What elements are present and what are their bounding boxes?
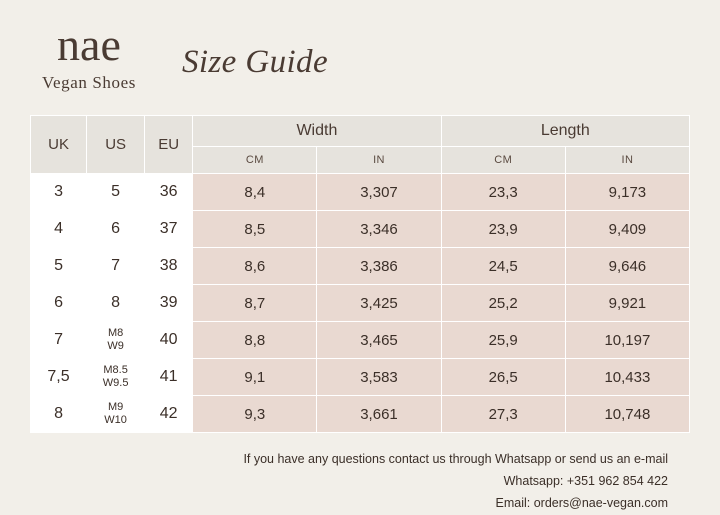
cell-eu: 42 [145, 396, 193, 433]
cell-uk: 5 [31, 248, 87, 285]
cell-uk: 8 [31, 396, 87, 433]
table-row [31, 211, 690, 248]
brand-name: nae [57, 19, 121, 70]
table-row [31, 396, 690, 433]
footer-contact [30, 449, 690, 515]
cell-length-cm: 26,5 [441, 359, 565, 396]
cell-eu: 36 [145, 174, 193, 211]
cell-width-in: 3,425 [317, 285, 441, 322]
cell-length-in: 9,921 [565, 285, 689, 322]
cell-width-in: 3,661 [317, 396, 441, 433]
cell-width-cm: 9,1 [193, 359, 317, 396]
cell-length-in: 9,646 [565, 248, 689, 285]
header-us: US [87, 116, 145, 174]
cell-width-cm: 8,4 [193, 174, 317, 211]
cell-eu: 38 [145, 248, 193, 285]
page-header [30, 19, 690, 92]
cell-uk: 7,5 [31, 359, 87, 396]
page-title: Size Guide [181, 44, 329, 80]
cell-length-cm: 27,3 [441, 396, 565, 433]
cell-width-in: 3,386 [317, 248, 441, 285]
cell-width-in: 3,583 [317, 359, 441, 396]
cell-eu: 39 [145, 285, 193, 322]
cell-width-in: 3,465 [317, 322, 441, 359]
header-width: Width [193, 116, 441, 147]
cell-us: 7 [87, 248, 145, 285]
cell-width-cm: 8,5 [193, 211, 317, 248]
cell-us: 6 [87, 211, 145, 248]
table-row [31, 248, 690, 285]
table-row [31, 359, 690, 396]
cell-length-cm: 25,9 [441, 322, 565, 359]
cell-us: M8 W9 [87, 322, 145, 359]
header-eu: EU [145, 116, 193, 174]
cell-uk: 6 [31, 285, 87, 322]
cell-width-in: 3,346 [317, 211, 441, 248]
cell-length-cm: 24,5 [441, 248, 565, 285]
cell-uk: 7 [31, 322, 87, 359]
cell-length-in: 9,409 [565, 211, 689, 248]
header-length: Length [441, 116, 689, 147]
cell-eu: 37 [145, 211, 193, 248]
cell-us: M8.5 W9.5 [87, 359, 145, 396]
cell-eu: 41 [145, 359, 193, 396]
cell-width-cm: 8,7 [193, 285, 317, 322]
cell-length-cm: 23,9 [441, 211, 565, 248]
table-row [31, 285, 690, 322]
brand-logo [42, 19, 136, 92]
header-width-cm: CM [193, 147, 317, 174]
cell-us: 8 [87, 285, 145, 322]
cell-length-in: 10,433 [565, 359, 689, 396]
table-body [31, 174, 690, 433]
cell-length-in: 9,173 [565, 174, 689, 211]
cell-us: 5 [87, 174, 145, 211]
cell-length-cm: 25,2 [441, 285, 565, 322]
size-table [30, 115, 690, 433]
cell-length-cm: 23,3 [441, 174, 565, 211]
cell-width-cm: 8,8 [193, 322, 317, 359]
footer-line-whatsapp: Whatsapp: +351 962 854 422 [503, 473, 668, 488]
header-width-in: IN [317, 147, 441, 174]
table-row [31, 174, 690, 211]
header-length-in: IN [565, 147, 689, 174]
cell-length-in: 10,748 [565, 396, 689, 433]
table-head [31, 116, 690, 174]
cell-width-cm: 9,3 [193, 396, 317, 433]
table-header-row-groups [31, 116, 690, 147]
cell-us: M9 W10 [87, 396, 145, 433]
cell-uk: 3 [31, 174, 87, 211]
cell-width-cm: 8,6 [193, 248, 317, 285]
header-uk: UK [31, 116, 87, 174]
brand-tagline: Vegan Shoes [42, 73, 136, 92]
cell-uk: 4 [31, 211, 87, 248]
cell-length-in: 10,197 [565, 322, 689, 359]
footer-line-email: Email: orders@nae-vegan.com [495, 495, 668, 510]
table-row [31, 322, 690, 359]
size-table-container [30, 115, 690, 433]
cell-eu: 40 [145, 322, 193, 359]
cell-width-in: 3,307 [317, 174, 441, 211]
header-length-cm: CM [441, 147, 565, 174]
footer-line-questions: If you have any questions contact us through Whatsapp or send us an e-mail [243, 452, 668, 466]
